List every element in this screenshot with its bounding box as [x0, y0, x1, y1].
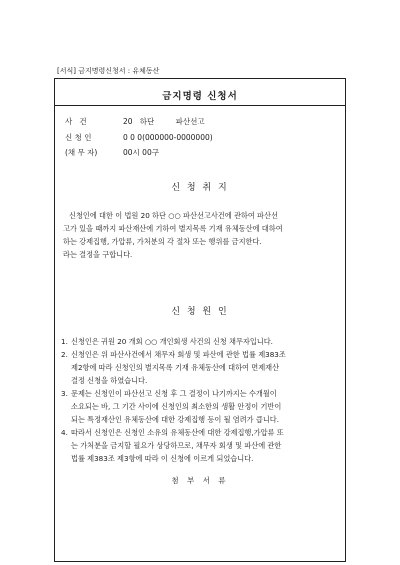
form-label: [서식] 금지명령신청서 : 유체동산	[57, 67, 160, 75]
reason-text: 신청인은 귀원 20 개회 ○○ 개인회생 사건의 신청 채무자입니다.	[71, 337, 273, 346]
field-debtor	[65, 147, 159, 158]
field-case	[65, 116, 205, 127]
reason-item	[63, 387, 339, 426]
petition-document	[54, 78, 346, 562]
reason-item	[63, 348, 339, 387]
field-case-value: 20 하단 파산선고	[123, 117, 205, 126]
field-debtor-value: 00시 00구	[123, 148, 159, 157]
field-case-key: 사 건	[65, 117, 87, 126]
field-debtor-key: (채 무 자)	[65, 148, 98, 157]
purpose-line: 고가 있을 때까지 파산재산에 기하여 별지목록 기재 유체동산에 대하여	[63, 224, 283, 233]
title-divider	[55, 105, 345, 106]
field-applicant-key: 신 청 인	[65, 133, 92, 142]
reason-item	[63, 426, 339, 465]
reason-item	[63, 335, 339, 348]
reasons-heading: 신 청 원 인	[171, 307, 229, 317]
reason-number: 4.	[61, 428, 68, 437]
purpose-line: 신청인에 대한 이 법원 20 하단 ○○ 파산선고사건에 관하여 파산선	[69, 211, 278, 220]
reason-number: 3.	[61, 389, 68, 398]
field-applicant	[65, 132, 213, 143]
reason-number: 1.	[61, 337, 68, 346]
reason-text: 따라서 신청인은 신청인 소유의 유체동산에 대한 강제집행,가압류 또 는 가처분을 금지할 필요가 상당하므로, 채무자 회생 및 파산에 관한 법률 제383조 제3항에 따라 이 신청에 이르게 되었습니다.	[71, 428, 284, 463]
purpose-line: 하는 강제집행, 가압류, 가처분의 각 절차 또는 행위를 금지한다.	[63, 237, 262, 246]
purpose-line: 라는 결정을 구합니다.	[63, 250, 133, 259]
reason-number: 2.	[61, 350, 68, 359]
document-title: 금지명령 신청서	[162, 91, 238, 102]
attachments-heading: 첨 부 서 류	[171, 476, 229, 485]
purpose-heading: 신 청 취 지	[171, 183, 229, 193]
reason-text: 신청인은 위 파산사건에서 채무자 회생 및 파산에 관한 법률 제383조 제2항에 따라 신청인의 별지목록 기재 유체동산에 대하여 면제재산 결정 신청을 하였습니다.	[71, 350, 286, 385]
field-applicant-value: 0 0 0(000000-0000000)	[123, 133, 213, 142]
reason-text: 문제는 신청인이 파산선고 신청 후 그 결정이 나기까지는 수개월이 소요되는 바, 그 기간 사이에 신청인의 최소한의 생활 안정이 기반이 되는 특정재산인 유체동산에 대한 강제집행 등이 될 염려가 큽니다.	[71, 389, 282, 424]
purpose-body	[63, 209, 339, 261]
reasons-list	[63, 335, 339, 465]
